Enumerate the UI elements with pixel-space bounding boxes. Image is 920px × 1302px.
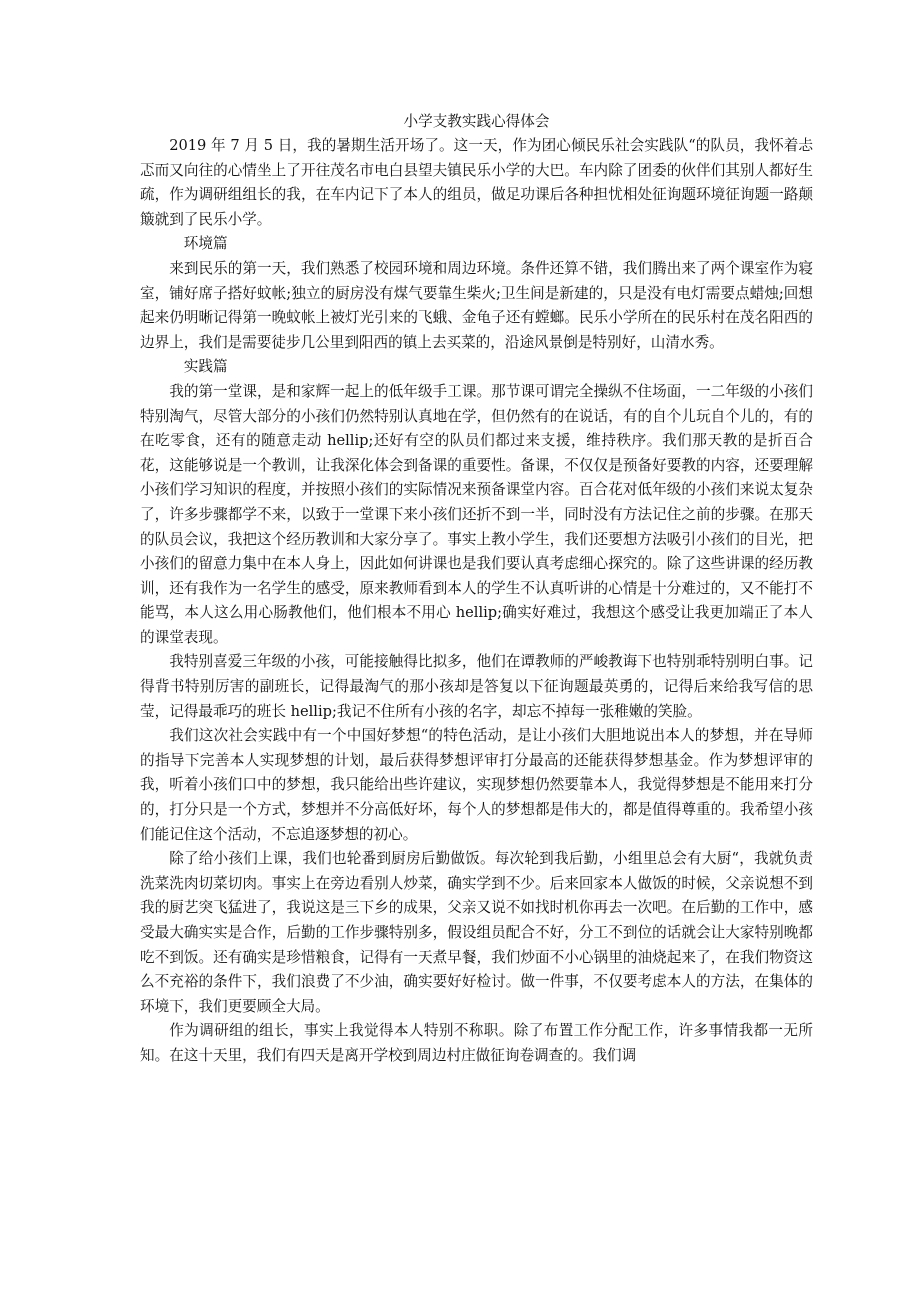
document-body: [140, 110, 813, 1069]
section-heading-environment: 环境篇: [183, 235, 228, 253]
paragraph-third-grade: 我特别喜爱三年级的小孩，可能接触得比拟多，他们在谭教师的严峻教诲下也特别乖特别明白事。记得背书特别厉害的副班长，记得最淘气的那小孩却是答复以下征询题最英勇的，记得后来给我写信的思莹，记得最乖巧的班长 hellip;我记不住所有小孩的名字，却忘不掉每一张稚嫩的笑脸。: [140, 653, 813, 720]
section-heading-practice: 实践篇: [183, 358, 228, 376]
paragraph-first-class: 我的第一堂课，是和家辉一起上的低年级手工课。那节课可谓完全操纵不住场面，一二年级的小孩们特别淘气，尽管大部分的小孩们仍然特别认真地在学，但仍然有的在说话，有的自个儿玩自个儿的，有的在吃零食，还有的随意走动 hellip;还好有空的队员们都过来支援，维持秩序。我们那天教的是折百合花，这能够说是一个教训，让我深化体会到备课的重要性。备课，不仅仅是预备好要教的内容，还要理解小孩们学习知识的程度，并按照小孩们的实际情况来预备课堂内容。百合花对低年级的小孩们来说太复杂了，许多步骤都学不来，以致于一堂课下来小孩们还折不到一半，同时没有方法记住之前的步骤。在那天的队员会议，我把这个经历教训和大家分享了。事实上教小学生，我们还要想方法吸引小孩们的目光，把小孩们的留意力集中在本人身上，因此如何讲课也是我们要认真考虑细心探究的。除了这些讲课的经历教训，还有我作为一名学生的感受，原来教师看到本人的学生不认真听讲的心情是十分难过的，又不能打不能骂，本人这么用心肠教他们，他们根本不用心 hellip;确实好难过，我想这个感受让我更加端正了本人的课堂表现。: [140, 382, 813, 646]
paragraph-dream-activity: 我们这次社会实践中有一个中国好梦想“的特色活动，是让小孩们大胆地说出本人的梦想，并在导师的指导下完善本人实现梦想的计划，最后获得梦想评审打分最高的还能获得梦想基金。作为梦想评审的我，听着小孩们口中的梦想，我只能给出些许建议，实现梦想仍然要靠本人，我觉得梦想是不能用来打分的，打分只是一个方式，梦想并不分高低好坏，每个人的梦想都是伟大的，都是值得尊重的。我希望小孩们能记住这个活动，不忘追逐梦想的初心。: [140, 727, 813, 843]
paragraph-research-group: 作为调研组的组长，事实上我觉得本人特别不称职。除了布置工作分配工作，许多事情我都一无所知。在这十天里，我们有四天是离开学校到周边村庄做征询卷调查的。我们调: [140, 1022, 813, 1064]
paragraph-kitchen: 除了给小孩们上课，我们也轮番到厨房后勤做饭。每次轮到我后勤，小组里总会有大厨“，我就负责洗菜洗肉切菜切肉。事实上在旁边看别人炒菜，确实学到不少。后来回家本人做饭的时候，父亲说想不到我的厨艺突飞猛进了，我说这是三下乡的成果，父亲又说不如找时机你再去一次吧。在后勤的工作中，感受最大确实实是合作，后勤的工作步骤特别多，假设组员配合不好，分工不到位的话就会让大家特别晚都吃不到饭。还有确实是珍惜粮食，记得有一天煮早餐，我们炒面不小心锅里的油烧起来了，在我们物资这么不充裕的条件下，我们浪费了不少油，确实要好好检讨。做一件事，不仅要考虑本人的方法，在集体的环境下，我们更要顾全大局。: [140, 850, 813, 1015]
paragraph-environment: 来到民乐的第一天，我们熟悉了校园环境和周边环境。条件还算不错，我们腾出来了两个课室作为寝室，铺好席子搭好蚊帐;独立的厨房没有煤气要靠生柴火;卫生间是新建的，只是没有电灯需要点蜡烛;回想起来仍明晰记得第一晚蚊帐上被灯光引来的飞蛾、金龟子还有螳螂。民乐小学所在的民乐村在茂名阳西的边界上，我们是需要徒步几公里到阳西的镇上去买菜的，沿途风景倒是特别好，山清水秀。: [140, 259, 813, 351]
paragraph-intro: 2019 年 7 月 5 日，我的暑期生活开场了。这一天，作为团心倾民乐社会实践队“的队员，我怀着忐忑而又向往的心情坐上了开往茂名市电白县望夫镇民乐小学的大巴。车内除了团委的伙伴们其别人都好生疏，作为调研组组长的我，在车内记下了本人的组员，做足功课后各种担忧相处征询题环境征询题一路颠簸就到了民乐小学。: [140, 137, 813, 228]
document-title: 小学支教实践心得体会: [403, 113, 550, 130]
